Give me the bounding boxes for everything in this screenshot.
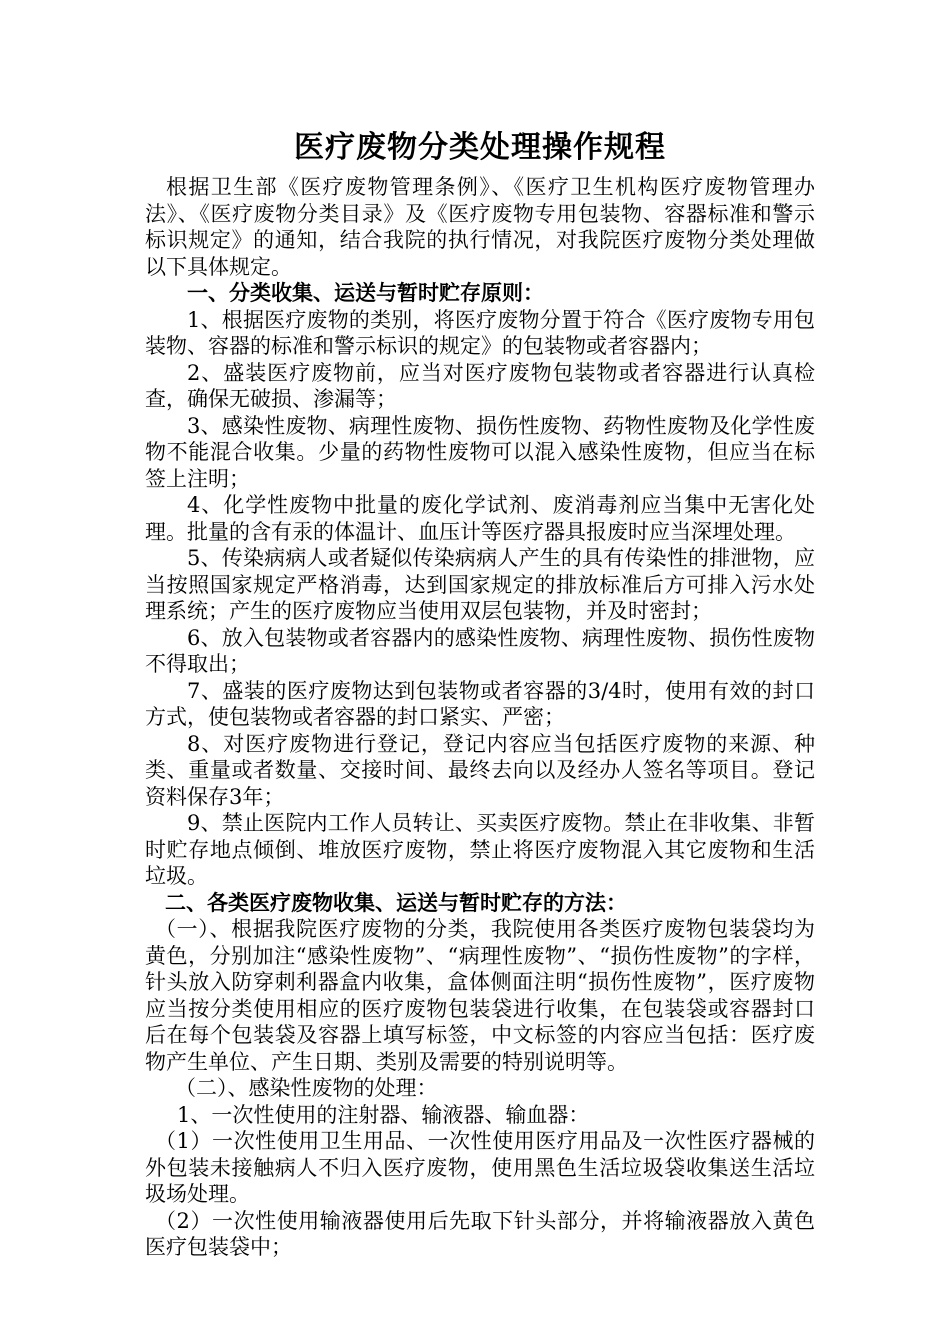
intro-paragraph: 根据卫生部《医疗废物管理条例》、《医疗卫生机构医疗废物管理办法》、《医疗废物分类目录》及《医疗废物专用包装物、容器标准和警示标识规定》的通知，结合我院的执行情况，对我院医疗废物分类处理做以下具体规定。: [145, 175, 815, 279]
section-1-item: 7、盛装的医疗废物达到包装物或者容器的3/4时，使用有效的封口方式，使包装物或者容器的封口紧实、严密；: [145, 678, 815, 729]
section-2-part-2-item: （1）一次性使用卫生用品、一次性使用医疗用品及一次性医疗器械的外包装未接触病人不归入医疗废物，使用黑色生活垃圾袋收集送生活垃圾场处理。: [145, 1129, 815, 1206]
section-1-item: 5、传染病病人或者疑似传染病病人产生的具有传染性的排泄物，应当按照国家规定严格消毒，达到国家规定的排放标准后方可排入污水处理系统；产生的医疗废物应当使用双层包装物，并及时密封；: [145, 546, 815, 623]
section-1-item: 1、根据医疗废物的类别，将医疗废物分置于符合《医疗废物专用包装物、容器的标准和警示标识的规定》的包装物或者容器内；: [145, 307, 815, 358]
section-2-part-2-item: （2）一次性使用输液器使用后先取下针头部分，并将输液器放入黄色医疗包装袋中；: [145, 1208, 815, 1259]
section-1-item: 2、盛装医疗废物前，应当对医疗废物包装物或者容器进行认真检查，确保无破损、渗漏等；: [145, 360, 815, 411]
section-1-item: 4、化学性废物中批量的废化学试剂、废消毒剂应当集中无害化处理。批量的含有汞的体温计、血压计等医疗器具报废时应当深埋处理。: [145, 493, 815, 544]
section-1-item: 9、禁止医院内工作人员转让、买卖医疗废物。禁止在非收集、非暂时贮存地点倾倒、堆放医疗废物，禁止将医疗废物混入其它废物和生活垃圾。: [145, 811, 815, 888]
section-2-part-2-heading: （二）、感染性废物的处理：: [175, 1076, 438, 1100]
section-2-heading: 二、各类医疗废物收集、运送与暂时贮存的方法：: [165, 889, 627, 915]
section-1-heading: 一、分类收集、运送与暂时贮存原则：: [187, 280, 544, 305]
section-1-item: 3、感染性废物、病理性废物、损伤性废物、药物性废物及化学性废物不能混合收集。少量的药物性废物可以混入感染性废物，但应当在标签上注明；: [145, 413, 815, 491]
section-1-item: 6、放入包装物或者容器内的感染性废物、病理性废物、损伤性废物不得取出；: [145, 625, 815, 676]
section-1-item: 8、对医疗废物进行登记，登记内容应当包括医疗废物的来源、种类、重量或者数量、交接时间、最终去向以及经办人签名等项目。登记资料保存3年；: [145, 731, 815, 809]
section-2-part-2-subheading: 1、一次性使用的注射器、输液器、输血器：: [177, 1102, 590, 1127]
document-title: 医疗废物分类处理操作规程: [294, 130, 666, 165]
section-2-part-1: （一）、根据我院医疗废物的分类，我院使用各类医疗废物包装袋均为黄色，分别加注“感染性废物”、“病理性废物”、“损伤性废物”的字样，针头放入防穿刺利器盒内收集，盒体侧面注明“损伤性废物”，医疗废物应当按分类使用相应的医疗废物包装袋进行收集，在包装袋或容器封口后在每个包装袋及容器上填写标签，中文标签的内容应当包括：医疗废物产生单位、产生日期、类别及需要的特别说明等。: [145, 917, 815, 1074]
document-page: [145, 128, 815, 1261]
